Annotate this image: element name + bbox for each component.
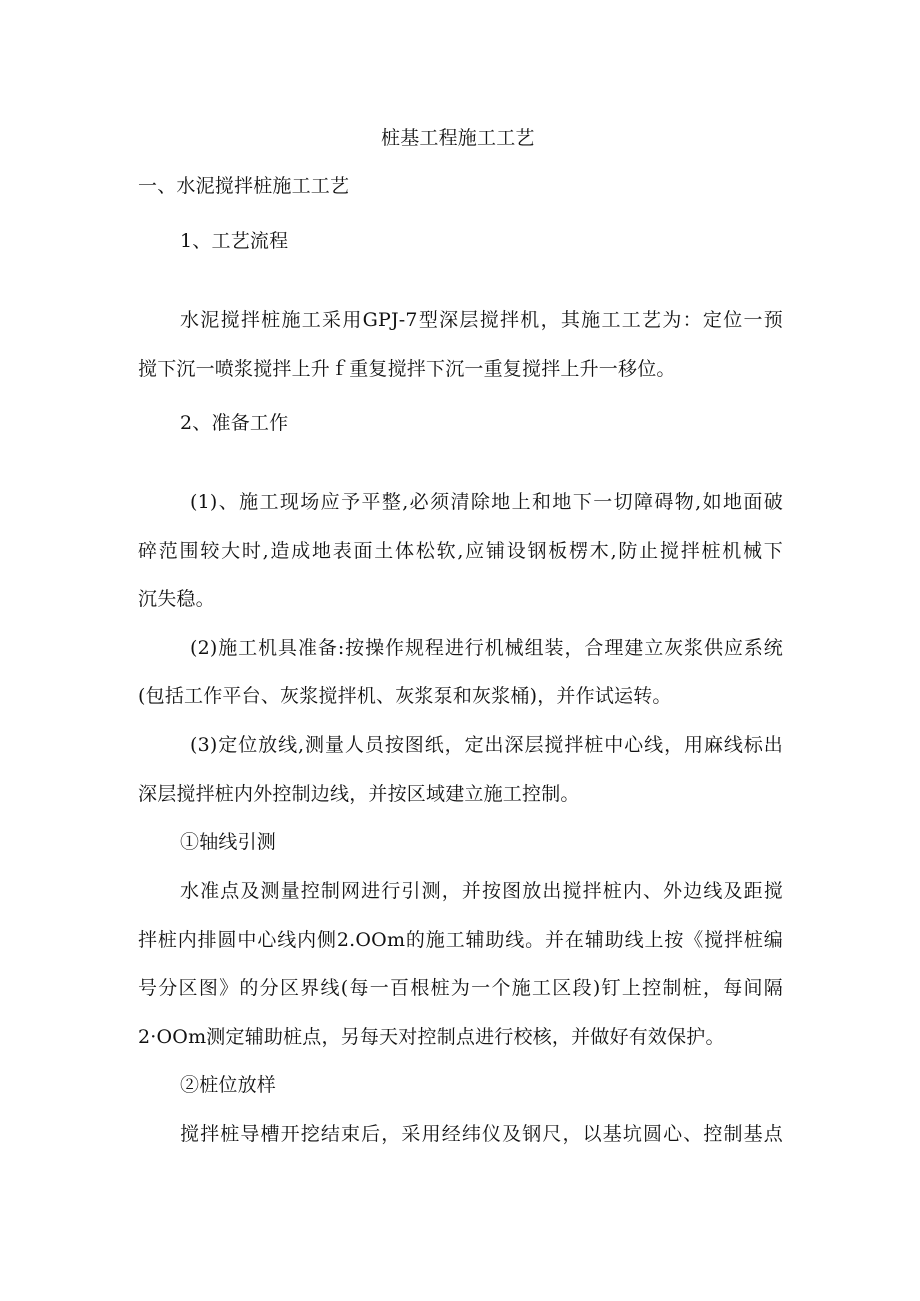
paragraph-line: 深层搅拌桩内外控制边线，并按区域建立施工控制。 bbox=[138, 783, 580, 805]
paragraph-line: 碎范围较大时,造成地表面土体松软,应铺设钢板楞木,防止搅拌桩机械下 bbox=[138, 540, 783, 562]
item-heading-stakeout: ②桩位放样 bbox=[180, 1074, 277, 1096]
paragraph-line: 号分区图》的分区界线(每一百根桩为一个施工区段)钉上控制桩，每间隔 bbox=[138, 977, 783, 999]
item-heading-axis: ①轴线引测 bbox=[180, 831, 277, 853]
paragraph-line: 沉失稳。 bbox=[138, 588, 215, 610]
paragraph-line: 2·OOm测定辅助桩点，另每天对控制点进行校核，并做好有效保护。 bbox=[138, 1026, 725, 1048]
paragraph-line: 搅下沉一喷浆搅拌上升ｆ重复搅拌下沉一重复搅拌上升一移位。 bbox=[138, 358, 676, 380]
paragraph-line: (1)、施工现场应予平整,必须清除地上和地下一切障碍物,如地面破 bbox=[190, 491, 783, 513]
paragraph-line: 水泥搅拌桩施工采用GPJ-7型深层搅拌机，其施工工艺为：定位一预 bbox=[180, 309, 783, 331]
paragraph-line: 搅拌桩导槽开挖结束后，采用经纬仪及钢尺，以基坑圆心、控制基点 bbox=[180, 1123, 783, 1145]
section-heading: 一、水泥搅拌桩施工工艺 bbox=[138, 175, 350, 197]
paragraph-line: (包括工作平台、灰浆搅拌机、灰浆泵和灰浆桶)，并作试运转。 bbox=[138, 685, 672, 707]
subsection-heading-process: 1、工艺流程 bbox=[180, 230, 289, 252]
paragraph-line: (2)施工机具准备:按操作规程进行机械组装，合理建立灰浆供应系统 bbox=[190, 637, 783, 659]
paragraph-line: 水准点及测量控制网进行引测，并按图放出搅拌桩内、外边线及距搅 bbox=[180, 880, 783, 902]
subsection-heading-preparation: 2、准备工作 bbox=[180, 412, 289, 434]
document-title: 桩基工程施工工艺 bbox=[381, 127, 535, 149]
paragraph-line: (3)定位放线,测量人员按图纸，定出深层搅拌桩中心线，用麻线标出 bbox=[190, 734, 783, 756]
paragraph-line: 拌桩内排圆中心线内侧2.OOm的施工辅助线。并在辅助线上按《搅拌桩编 bbox=[138, 929, 783, 951]
